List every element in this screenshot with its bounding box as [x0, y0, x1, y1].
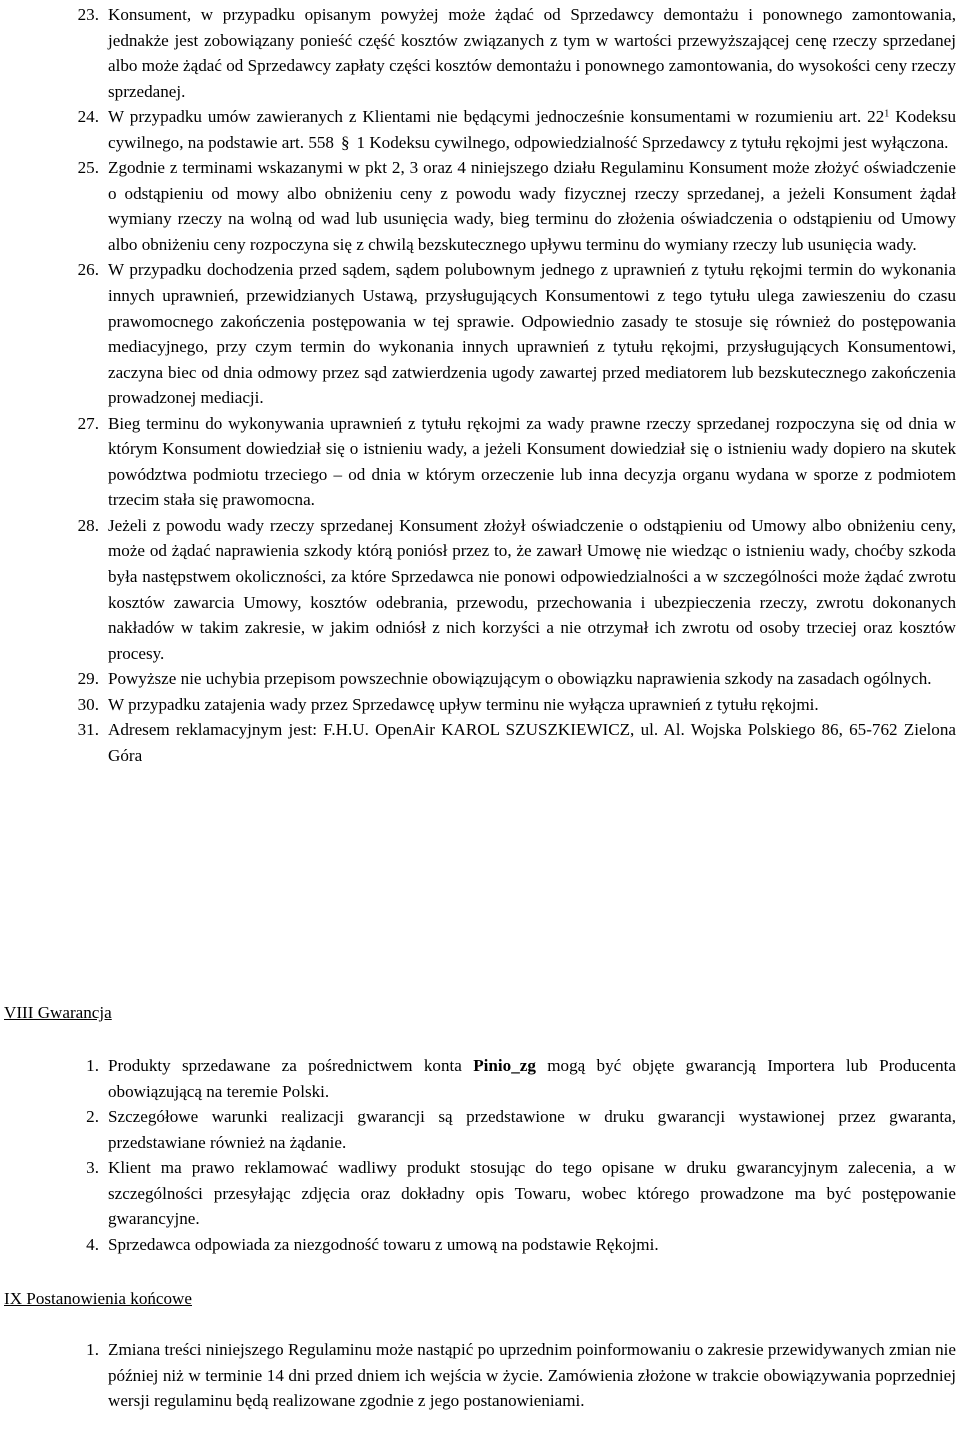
item-text: 1 Kodeksu cywilnego, odpowiedzialność Sprzedawcy z tytułu rękojmi jest wyłączona.	[352, 132, 949, 152]
item-text: Jeżeli z powodu wady rzeczy sprzedanej Konsument złożył oświadczenie o odstąpieniu od Umowy albo obniżeniu ceny, może od żądać naprawienia szkody którą poniósł przez to, że zawarł Umowę nie wiedząc o istnieniu wady, choćby szkoda była następstwem okoliczności, za które Sprzedawca nie ponowi odpowiedzialności a w szczególności może żądać zwrotu kosztów zawarcia Umowy, kosztów odebrania, przewodu, przechowania i ubezpieczenia rzeczy, zwrotu dokonanych nakładów w takim zakresie, w jakim odniósł z nich korzyści a nie otrzymał ich zwrotu od osoby trzeciej oraz kosztów procesy.	[108, 515, 956, 663]
item-number: 24.	[77, 107, 99, 127]
item-number: 1.	[86, 1340, 99, 1359]
final-provisions-list	[0, 1337, 960, 1414]
warranty-list	[0, 1053, 960, 1257]
item-text: W przypadku dochodzenia przed sądem, sądem polubownym jednego z uprawnień z tytułu rękojmi termin do wykonania innych uprawnień, przewidzianych Ustawą, przysługujących Konsumentowi z tego tytułu ulega zawieszeniu do czasu prawomocnego zakończenia postępowania w tej sprawie. Odpowiednio zasady te stosuje się również do postępowania mediacyjnego, przy czym termin do wykonania innych uprawnień z tytułu rękojmi, przysługujących Konsumentowi, zaczyna biec od dnia odmowy przez sąd zatwierdzenia ugody zawartej przed mediatorem lub bezskutecznego zakończenia prowadzonej mediacji.	[108, 260, 956, 408]
section-heading-warranty: VIII Gwarancja	[4, 1003, 112, 1022]
list-item	[0, 692, 960, 718]
item-number: 23.	[77, 5, 99, 24]
superscript: 1	[884, 108, 890, 120]
section-heading-final-provisions: IX Postanowienia końcowe	[4, 1289, 192, 1308]
item-number: 4.	[86, 1234, 99, 1254]
item-text: Sprzedawca odpowiada za niezgodność towaru z umową na podstawie Rękojmi.	[108, 1234, 659, 1254]
list-item	[0, 1053, 960, 1104]
item-number: 29.	[77, 669, 99, 689]
list-item	[0, 666, 960, 692]
list-item	[0, 1232, 960, 1258]
list-item	[0, 104, 960, 155]
item-number: 30.	[77, 694, 99, 714]
item-number: 2.	[86, 1107, 99, 1127]
item-number: 25.	[77, 158, 99, 178]
list-item	[0, 717, 960, 768]
list-item	[0, 513, 960, 666]
item-text: W przypadku zatajenia wady przez Sprzedawcę upływ terminu nie wyłącza uprawnień z tytułu rękojmi.	[108, 694, 819, 714]
list-item	[0, 1155, 960, 1232]
item-text: Powyższe nie uchybia przepisom powszechnie obowiązującym o obowiązku naprawienia szkody na zasadach ogólnych.	[108, 669, 932, 689]
list-item	[0, 257, 960, 410]
item-text: Zgodnie z terminami wskazanymi w pkt 2, 3 oraz 4 niniejszego działu Regulaminu Konsument może złożyć oświadczenie o odstąpieniu od mowy albo obniżeniu ceny z powodu wady fizycznej rzeczy sprzedanej, a jeżeli Konsument żądał wymiany rzeczy na wolną od wad lub usunięcia wady, bieg terminu do złożenia oświadczenia o odstąpieniu od Umowy albo obniżeniu ceny rozpoczyna się z chwilą bezskutecznego upływu terminu do wymiany rzeczy lub usunięcia wady.	[108, 158, 956, 254]
item-text: Zmiana treści niniejszego Regulaminu może nastąpić po uprzednim poinformowaniu o zakresie przewidywanych zmian nie później niż w terminie 14 dni przed dniem ich wejścia w życie. Zamówienia złożone w trakcie obowiązywania poprzedniej wersji regulaminu będą realizowane zgodnie z jego postanowieniami.	[108, 1340, 956, 1411]
item-text: Konsument, w przypadku opisanym powyżej może żądać od Sprzedawcy demontażu i ponownego zamontowania, jednakże jest zobowiązany ponieść część kosztów związanych z tym w wartości przewyższającej cenę rzeczy sprzedanej albo może żądać od Sprzedawcy zapłaty części kosztów demontażu i ponownego zamontowania, do wysokości ceny rzeczy sprzedanej.	[108, 5, 956, 101]
item-number: 27.	[77, 413, 99, 433]
item-text: Bieg terminu do wykonywania uprawnień z tytułu rękojmi za wady prawne rzeczy sprzedanej rozpoczyna się od dnia w którym Konsument dowiedział się o istnieniu wady, a jeżeli Konsument dowiedział się o istnieniu wady dopiero na skutek powództwa podmiotu trzeciego – od dnia w którym orzeczenie lub inna decyzja organu wydana w sporze z podmiotem trzecim stała się prawomocna.	[108, 413, 956, 510]
item-text: mogą być objęte gwarancją Importera lub Producenta obowiązującą na teremie Polski.	[108, 1056, 956, 1101]
list-item	[0, 155, 960, 257]
item-number: 3.	[86, 1158, 99, 1178]
item-number: 1.	[86, 1056, 99, 1075]
item-text: Produkty sprzedawane za pośrednictwem konta	[108, 1056, 474, 1075]
item-number: 26.	[77, 260, 99, 280]
item-text: Szczegółowe warunki realizacji gwarancji są przedstawione w druku gwarancji wystawionej przez gwaranta, przedstawiane również na żądanie.	[108, 1107, 956, 1152]
item-text: W przypadku umów zawieranych z Klientami nie będącymi jednocześnie konsumentami w rozumieniu art. 22	[108, 107, 885, 127]
item-number: 28.	[77, 515, 99, 535]
item-text: Adresem reklamacyjnym jest: F.H.U. OpenAir KAROL SZUSZKIEWICZ, ul. Al. Wojska Polskiego 86, 65-762 Zielona Góra	[108, 720, 956, 765]
list-item	[0, 1337, 960, 1414]
account-name: Pinio_zg	[473, 1056, 536, 1075]
item-text: Klient ma prawo reklamować wadliwy produkt stosując do tego opisane w druku gwarancyjnym zalecenia, a w szczególności przesyłając zdjęcia oraz dokładny opis Towaru, wobec którego prowadzone ma być postępowanie gwarancyjne.	[108, 1158, 956, 1229]
item-text: Kodeksu cywilnego, na podstawie art. 558	[108, 107, 956, 152]
item-number: 31.	[77, 720, 99, 740]
section-sign-icon: §	[340, 132, 350, 152]
list-item	[0, 2, 960, 104]
list-item	[0, 1104, 960, 1155]
list-item	[0, 411, 960, 513]
warranty-claims-list	[0, 2, 960, 768]
